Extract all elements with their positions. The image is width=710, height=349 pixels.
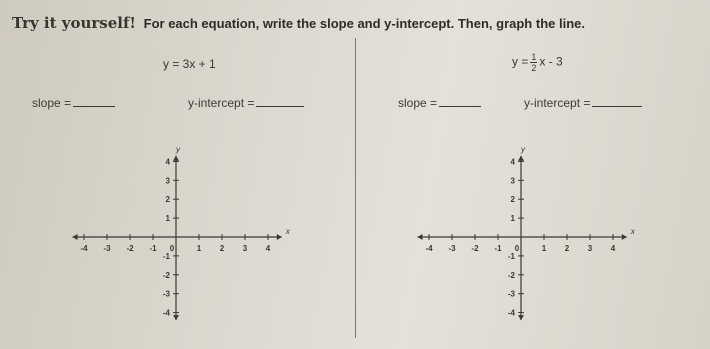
right-slope-label: slope =	[398, 96, 438, 110]
right-graph-arrow-y-pos	[518, 156, 524, 161]
left-slope-field	[32, 96, 115, 110]
left-graph-x-tick-label: 1	[196, 244, 202, 253]
left-graph-x-tick-label: -1	[149, 244, 157, 253]
left-intercept-label: y-intercept =	[188, 96, 255, 110]
try-it-yourself-heading: Try it yourself!	[12, 14, 137, 32]
instructions-header	[12, 14, 702, 32]
left-slope-label: slope =	[32, 96, 72, 110]
right-graph-y-tick-label: -2	[507, 270, 515, 280]
left-intercept-answer-blank[interactable]	[256, 96, 304, 107]
left-graph-y-tick-label: -4	[162, 308, 170, 318]
fraction-denominator: 2	[531, 63, 537, 73]
left-intercept-field	[188, 96, 304, 110]
right-graph-x-tick-label: -2	[471, 244, 479, 253]
right-graph-x-tick-label: 0	[514, 244, 520, 253]
left-graph-x-tick-label: -3	[103, 244, 111, 253]
right-graph-y-axis-label: y	[521, 144, 525, 154]
right-graph-y-tick-label: 3	[510, 176, 515, 186]
left-graph-x-axis-label: x	[285, 227, 290, 236]
column-divider	[355, 38, 356, 338]
left-graph-y-tick-label: 1	[165, 214, 170, 224]
left-graph-arrow-x-neg	[73, 234, 78, 240]
right-graph-x-tick-label: 3	[587, 244, 593, 253]
left-graph-y-tick-label: 2	[165, 195, 170, 205]
left-coordinate-grid[interactable]	[80, 124, 290, 324]
left-graph-x-tick-label: 3	[242, 244, 248, 253]
left-graph-y-axis-label: y	[176, 144, 180, 154]
left-graph-arrow-y-pos	[173, 156, 179, 161]
right-equation-rhs: x - 3	[539, 54, 563, 69]
right-graph-x-tick-label: -1	[494, 244, 502, 253]
right-graph-y-tick-label: -4	[507, 308, 515, 318]
right-graph-x-tick-label: -3	[448, 244, 456, 253]
right-graph-y-tick-label: -3	[507, 289, 515, 299]
right-graph-x-tick-label: 2	[564, 244, 570, 253]
left-graph-x-tick-label: -2	[126, 244, 134, 253]
right-graph-arrow-x-pos	[622, 234, 627, 240]
left-graph-x-tick-label: 2	[219, 244, 225, 253]
right-intercept-answer-blank[interactable]	[592, 96, 642, 107]
right-graph-x-tick-label: 1	[541, 244, 547, 253]
left-graph-y-tick-label: -2	[162, 270, 170, 280]
left-graph-y-tick-label: -3	[162, 289, 170, 299]
right-equation-fraction	[530, 52, 537, 73]
right-coordinate-grid[interactable]	[425, 124, 635, 324]
right-graph-y-tick-label: -1	[507, 251, 515, 261]
left-graph-arrow-x-pos	[277, 234, 282, 240]
left-graph-y-tick-label: -1	[162, 251, 170, 261]
right-equation	[512, 52, 563, 73]
left-graph-x-tick-label: 4	[265, 244, 271, 253]
left-graph-y-tick-label: 3	[165, 176, 170, 186]
left-graph-arrow-y-neg	[173, 315, 179, 320]
left-graph-x-tick-label: 0	[169, 244, 175, 253]
right-intercept-label: y-intercept =	[524, 96, 591, 110]
right-slope-answer-blank[interactable]	[439, 96, 481, 107]
left-graph-y-tick-label: 4	[165, 157, 170, 167]
right-graph-x-tick-label: 4	[610, 244, 616, 253]
fraction-numerator: 1	[531, 52, 537, 62]
right-graph-y-tick-label: 1	[510, 214, 515, 224]
instructions-text: For each equation, write the slope and y-intercept. Then, graph the line.	[143, 16, 585, 31]
right-equation-lhs: y =	[512, 54, 529, 69]
left-graph-x-tick-label: -4	[80, 244, 88, 253]
left-equation: y = 3x + 1	[163, 57, 216, 71]
right-intercept-field	[524, 96, 642, 110]
right-graph-arrow-x-neg	[418, 234, 423, 240]
right-graph-y-tick-label: 4	[510, 157, 515, 167]
left-slope-answer-blank[interactable]	[73, 96, 115, 107]
right-slope-field	[398, 96, 481, 110]
right-graph-x-axis-label: x	[630, 227, 635, 236]
right-graph-arrow-y-neg	[518, 315, 524, 320]
right-graph-x-tick-label: -4	[425, 244, 433, 253]
right-graph-y-tick-label: 2	[510, 195, 515, 205]
